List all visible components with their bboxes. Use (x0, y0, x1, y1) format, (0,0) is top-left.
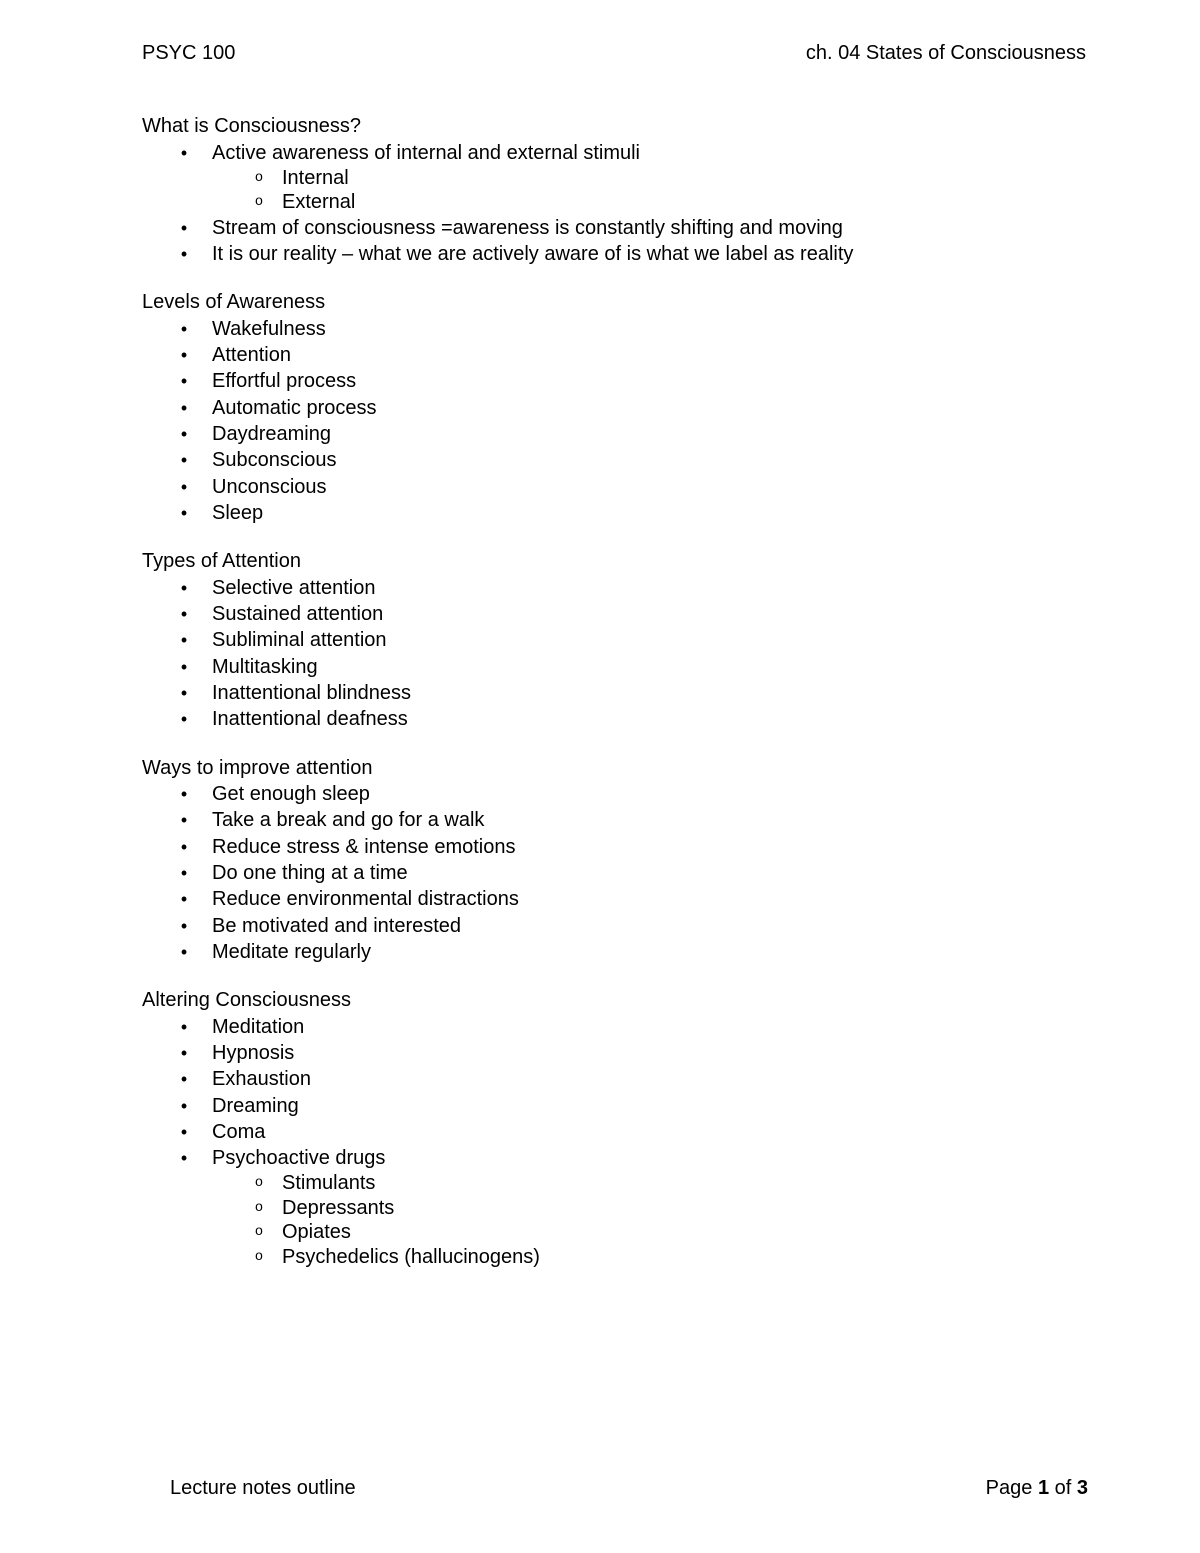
bullet-icon: • (180, 1042, 188, 1063)
circle-bullet-icon: o (254, 1248, 264, 1265)
list-item-text: Exhaustion (212, 1068, 311, 1091)
list-item (142, 316, 1102, 342)
section-title: Types of Attention (142, 550, 301, 573)
list-item (142, 1093, 1102, 1119)
bullet-icon: • (180, 630, 188, 651)
bullet-icon: • (180, 784, 188, 805)
list-item (142, 421, 1102, 447)
list-item (142, 781, 1102, 807)
bullet-icon: • (180, 862, 188, 883)
circle-bullet-icon: o (254, 169, 264, 186)
bullet-icon: • (180, 397, 188, 418)
sub-list-item-text: Stimulants (282, 1172, 376, 1195)
list-item (142, 807, 1102, 833)
list-item-text: Meditate regularly (212, 940, 371, 963)
bullet-icon: • (180, 656, 188, 677)
bullet-list (142, 781, 1102, 965)
outline-section (142, 289, 1102, 526)
sub-list (142, 166, 1102, 215)
page-prefix: Page (985, 1477, 1033, 1499)
sub-list-item (212, 166, 1102, 191)
sub-list-item-text: External (282, 191, 356, 214)
list-item-text: Inattentional deafness (212, 708, 408, 731)
list-item (142, 680, 1102, 706)
list-item (142, 913, 1102, 939)
bullet-icon: • (180, 217, 188, 238)
list-item-text: Effortful process (212, 370, 357, 393)
page-total: 3 (1076, 1477, 1088, 1499)
list-item (142, 447, 1102, 473)
section-title: Ways to improve attention (142, 756, 373, 779)
circle-bullet-icon: o (254, 194, 264, 211)
bullet-icon: • (180, 424, 188, 445)
bullet-icon: • (180, 836, 188, 857)
list-item-text: Sleep (212, 501, 264, 524)
circle-bullet-icon: o (254, 1199, 264, 1216)
list-item (142, 1119, 1102, 1145)
list-item (142, 654, 1102, 680)
sub-list-item (212, 190, 1102, 215)
list-item-text: Reduce environmental distractions (212, 888, 519, 911)
sub-list-item (212, 1245, 1102, 1270)
list-item (142, 1040, 1102, 1066)
list-item-text: Stream of consciousness =awareness is constantly shifting and moving (212, 216, 843, 239)
page-indicator (986, 1477, 1088, 1500)
bullet-list (142, 1014, 1102, 1270)
sub-list-item-text: Opiates (282, 1221, 351, 1244)
list-item-text: Dreaming (212, 1094, 299, 1117)
bullet-icon: • (180, 502, 188, 523)
outline-section (142, 113, 1102, 267)
list-item-text: Attention (212, 344, 291, 367)
bullet-icon: • (180, 577, 188, 598)
footer-label: Lecture notes outline (170, 1477, 356, 1499)
document-body (142, 113, 1102, 1291)
list-item (142, 886, 1102, 912)
sub-list-item (212, 1196, 1102, 1221)
list-item (142, 575, 1102, 601)
list-item-text: Meditation (212, 1015, 305, 1038)
outline-section (142, 755, 1102, 966)
list-item (142, 1145, 1102, 1269)
bullet-icon: • (180, 889, 188, 910)
list-item-text: Take a break and go for a walk (212, 809, 485, 832)
list-item-text: Inattentional blindness (212, 681, 412, 704)
list-item (142, 1066, 1102, 1092)
sub-list (142, 1171, 1102, 1269)
circle-bullet-icon: o (254, 1224, 264, 1241)
outline-section (142, 987, 1102, 1269)
list-item-text: Hypnosis (212, 1041, 295, 1064)
list-item-text: Be motivated and interested (212, 914, 462, 937)
bullet-icon: • (180, 476, 188, 497)
list-item (142, 860, 1102, 886)
circle-bullet-icon: o (254, 1175, 264, 1192)
outline-section (142, 548, 1102, 732)
bullet-icon: • (180, 941, 188, 962)
bullet-icon: • (180, 915, 188, 936)
bullet-icon: • (180, 1148, 188, 1169)
page-of: of (1054, 1477, 1072, 1499)
bullet-icon: • (180, 318, 188, 339)
bullet-icon: • (180, 244, 188, 265)
list-item (142, 215, 1102, 241)
sub-list-item-text: Depressants (282, 1196, 395, 1219)
page-current: 1 (1037, 1477, 1050, 1499)
list-item-text: Psychoactive drugs (212, 1147, 386, 1170)
list-item-text: Do one thing at a time (212, 861, 408, 884)
section-title: Levels of Awareness (142, 291, 326, 314)
bullet-icon: • (180, 604, 188, 625)
list-item (142, 342, 1102, 368)
bullet-icon: • (180, 1095, 188, 1116)
bullet-list (142, 316, 1102, 526)
list-item-text: Selective attention (212, 576, 376, 599)
list-item-text: Subconscious (212, 449, 337, 472)
list-item (142, 1014, 1102, 1040)
bullet-icon: • (180, 371, 188, 392)
bullet-icon: • (180, 450, 188, 471)
list-item (142, 706, 1102, 732)
bullet-icon: • (180, 1121, 188, 1142)
list-item-text: Active awareness of internal and external stimuli (212, 141, 640, 164)
bullet-icon: • (180, 345, 188, 366)
bullet-icon: • (180, 810, 188, 831)
list-item-text: Wakefulness (212, 317, 326, 340)
list-item-text: Reduce stress & intense emotions (212, 835, 516, 858)
sub-list-item (212, 1171, 1102, 1196)
bullet-icon: • (180, 682, 188, 703)
bullet-icon: • (180, 1069, 188, 1090)
list-item (142, 395, 1102, 421)
sub-list-item-text: Internal (282, 166, 349, 189)
section-title: Altering Consciousness (142, 989, 351, 1012)
list-item-text: Multitasking (212, 655, 318, 678)
bullet-list (142, 575, 1102, 733)
list-item-text: It is our reality – what we are actively aware of is what we label as reality (212, 243, 854, 266)
bullet-icon: • (180, 709, 188, 730)
list-item (142, 140, 1102, 215)
bullet-icon: • (180, 142, 188, 163)
header-chapter: ch. 04 States of Consciousness (805, 42, 1086, 64)
header-course: PSYC 100 (142, 42, 236, 64)
list-item-text: Get enough sleep (212, 783, 370, 806)
list-item-text: Automatic process (212, 396, 377, 419)
section-title: What is Consciousness? (142, 115, 361, 137)
list-item-text: Sustained attention (212, 603, 384, 626)
list-item (142, 834, 1102, 860)
sub-list-item-text: Psychedelics (hallucinogens) (282, 1245, 540, 1268)
list-item-text: Daydreaming (212, 423, 331, 446)
list-item (142, 500, 1102, 526)
list-item (142, 627, 1102, 653)
list-item (142, 241, 1102, 267)
list-item-text: Subliminal attention (212, 629, 387, 652)
list-item (142, 474, 1102, 500)
bullet-list (142, 140, 1102, 268)
list-item (142, 601, 1102, 627)
list-item-text: Coma (212, 1120, 266, 1143)
list-item-text: Unconscious (212, 475, 327, 498)
list-item (142, 939, 1102, 965)
list-item (142, 368, 1102, 394)
bullet-icon: • (180, 1016, 188, 1037)
sub-list-item (212, 1220, 1102, 1245)
